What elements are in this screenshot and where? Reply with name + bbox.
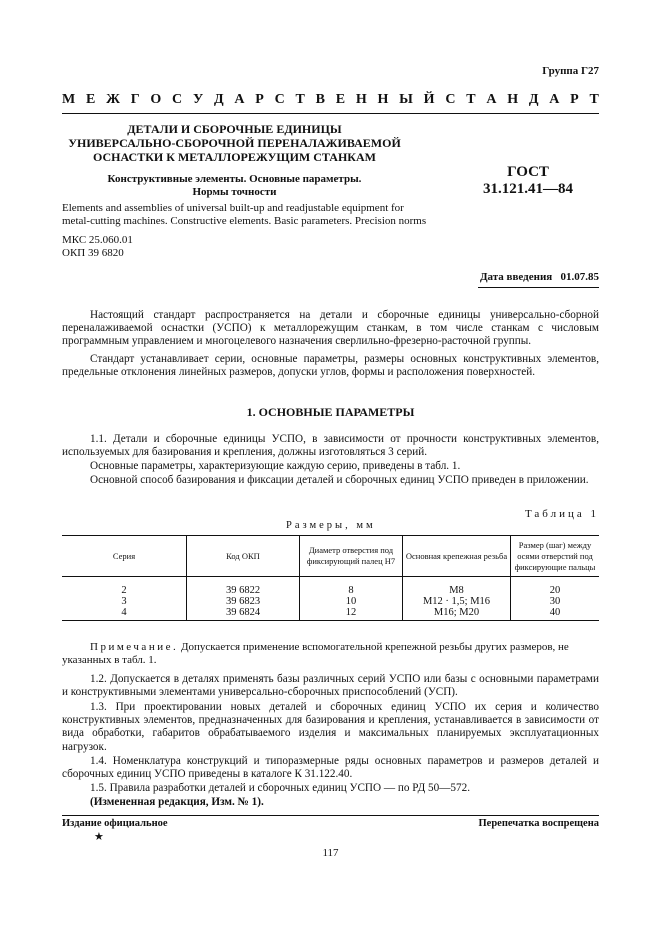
paragraph-1-1: 1.1. Детали и сборочные единицы УСПО, в зависимости от прочности конструктивных элементов, используемых для базирования и крепления, должны изготовляться 3 серий. [62,433,599,459]
mks-code: МКС 25.060.01 [62,234,133,246]
table-cell: М16; М20 [403,607,511,621]
table-row [62,596,599,607]
heading-letter: С [274,92,285,107]
date-underline [478,287,599,288]
gost-number-block [478,164,578,198]
title-line: УНИВЕРСАЛЬНО-СБОРОЧНОЙ ПЕРЕНАЛАЖИВАЕМОЙ [68,136,401,150]
standard-heading [62,92,599,108]
classification-codes [62,234,133,260]
table-row [62,607,599,621]
gost-label: ГОСТ [507,164,549,180]
table-cell: М8 [403,577,511,597]
parameters-table [62,535,599,621]
heading-letter: Н [355,92,367,107]
group-code: Группа Г27 [542,65,599,77]
official-edition: Издание официальное [62,818,168,829]
paragraph-establishes: Стандарт устанавливает серии, основные параметры, размеры основных конструктивных элементов, предельные отклонения линейных размеров, допуски углов, формы и расположения поверхностей. [62,353,599,379]
okp-code: ОКП 39 6820 [62,247,124,259]
table-cell: 30 [511,596,600,607]
star-icon: ★ [94,831,104,843]
table-cell: 10 [300,596,403,607]
header-series: Серия [62,536,187,577]
english-title-line: Elements and assemblies of universal built-up and readjustable equipment for [62,202,404,214]
heading-letter: Ж [106,92,120,107]
heading-letter: Е [85,92,96,107]
english-title-line: metal-cutting machines. Constructive elements. Basic parameters. Precision norms [62,215,427,227]
heading-letter: Н [507,92,519,107]
table-cell: 20 [511,577,600,597]
heading-letter: Т [589,92,599,107]
paragraph-scope: Настоящий стандарт распространяется на детали и сборочные единицы универсально-сборной переналаживаемой оснастки (УСПО) к металлорежущим станкам, в том числе станкам с числовым программным управлением и многоцелевого назначения сверлильно-фрезерно-расточной группы. [62,309,599,348]
paragraph-1-5: 1.5. Правила разработки деталей и сборочных единиц УСПО — по РД 50—572. [90,782,471,794]
header-diameter: Диаметр отверстия под фиксирующий палец Н7 [300,536,403,577]
subtitle-line: Конструктивные элементы. Основные параметры. [107,173,362,185]
note-label: Примечание. [90,641,179,653]
heading-letter: А [549,92,560,107]
table-cell: 12 [300,607,403,621]
paragraph-appendix: Основной способ базирования и фиксации деталей и сборочных единиц УСПО приведен в приложении. [90,474,589,486]
paragraph-table-ref: Основные параметры, характеризующие каждую серию, приведены в табл. 1. [90,460,461,472]
heading-letter: С [172,92,183,107]
date-value: 01.07.85 [560,271,599,283]
table-cell: 3 [121,596,127,607]
paragraph-1-2: 1.2. Допускается в деталях применять базы различных серий УСПО или базы с основными параметрами и конструктивными элементами универсально-сборочных приспособлений (УСП). [62,673,599,699]
heading-letter: С [445,92,456,107]
table-cell: 4 [62,607,187,621]
table-cell: 8 [300,577,403,597]
header-okp: Код ОКП [187,536,300,577]
document-title [62,122,407,164]
heading-letter: А [234,92,245,107]
table-cell: 40 [511,607,600,621]
reprint-prohibited: Перепечатка воспрещена [478,818,599,829]
heading-letter: Т [466,92,476,107]
heading-letter: О [150,92,162,107]
table-cell: 39 6823 [187,596,300,607]
table-units: Размеры, мм [286,520,376,531]
paragraph-1-3: 1.3. При проектировании новых деталей и сборочных единиц УСПО их серия и количество конструктивных элементов, предназначенных для базирования и крепления, устанавливается в зависимости от вида обработки, габаритов обрабатываемого изделия и максимальных планируемых эксплуатационных нагрузок. [62,701,599,753]
footer-rule [62,815,599,816]
document-subtitle [62,173,407,199]
heading-letter: У [192,92,204,107]
table-cell: 39 6824 [187,607,300,621]
table-cell: М12 · 1,5; М16 [403,596,511,607]
heading-letter: Д [528,92,539,107]
header-pitch: Размер (шаг) между осями отверстий под фиксирующие пальцы [511,536,600,577]
heading-letter: Е [335,92,346,107]
english-title [62,202,442,228]
subtitle-line: Нормы точности [192,186,277,198]
heading-letter: Т [295,92,305,107]
introduction-date [480,271,599,283]
table-cell: 2 [121,585,127,596]
title-line: ОСНАСТКИ К МЕТАЛЛОРЕЖУЩИМ СТАНКАМ [92,150,376,164]
header-thread: Основная крепежная резьба [403,536,511,577]
table-cell: 39 6822 [187,577,300,597]
page-number: 117 [322,847,339,859]
table-row [62,577,599,597]
heading-letter: А [486,92,497,107]
heading-letter: Д [213,92,224,107]
heading-letter: Н [377,92,389,107]
heading-letter: Й [423,92,435,107]
amendment-note: (Измененная редакция, Изм. № 1). [90,796,264,808]
heading-letter: В [315,92,325,107]
gost-number: 31.121.41—84 [483,181,573,197]
paragraph-1-4: 1.4. Номенклатура конструкций и типоразмерные ряды основных параметров и размеров деталей и сборочных единиц УСПО приведены в каталоге К 31.122.40. [62,755,599,781]
top-rule [62,113,599,114]
note-text: Допускается применение вспомогательной крепежной резьбы других размеров, не указанных в табл. 1. [62,641,569,666]
heading-letter: Г [130,92,140,107]
heading-letter: Ы [399,92,413,107]
heading-letter: Р [255,92,264,107]
title-line: ДЕТАЛИ И СБОРОЧНЫЕ ЕДИНИЦЫ [127,122,342,136]
table-header-row [62,536,599,577]
date-label: Дата введения [479,271,553,283]
table-caption: Таблица 1 [524,508,599,520]
heading-letter: М [62,92,76,107]
heading-letter: Р [570,92,579,107]
table-note [62,641,599,667]
section-heading: 1. ОСНОВНЫЕ ПАРАМЕТРЫ [246,405,415,419]
